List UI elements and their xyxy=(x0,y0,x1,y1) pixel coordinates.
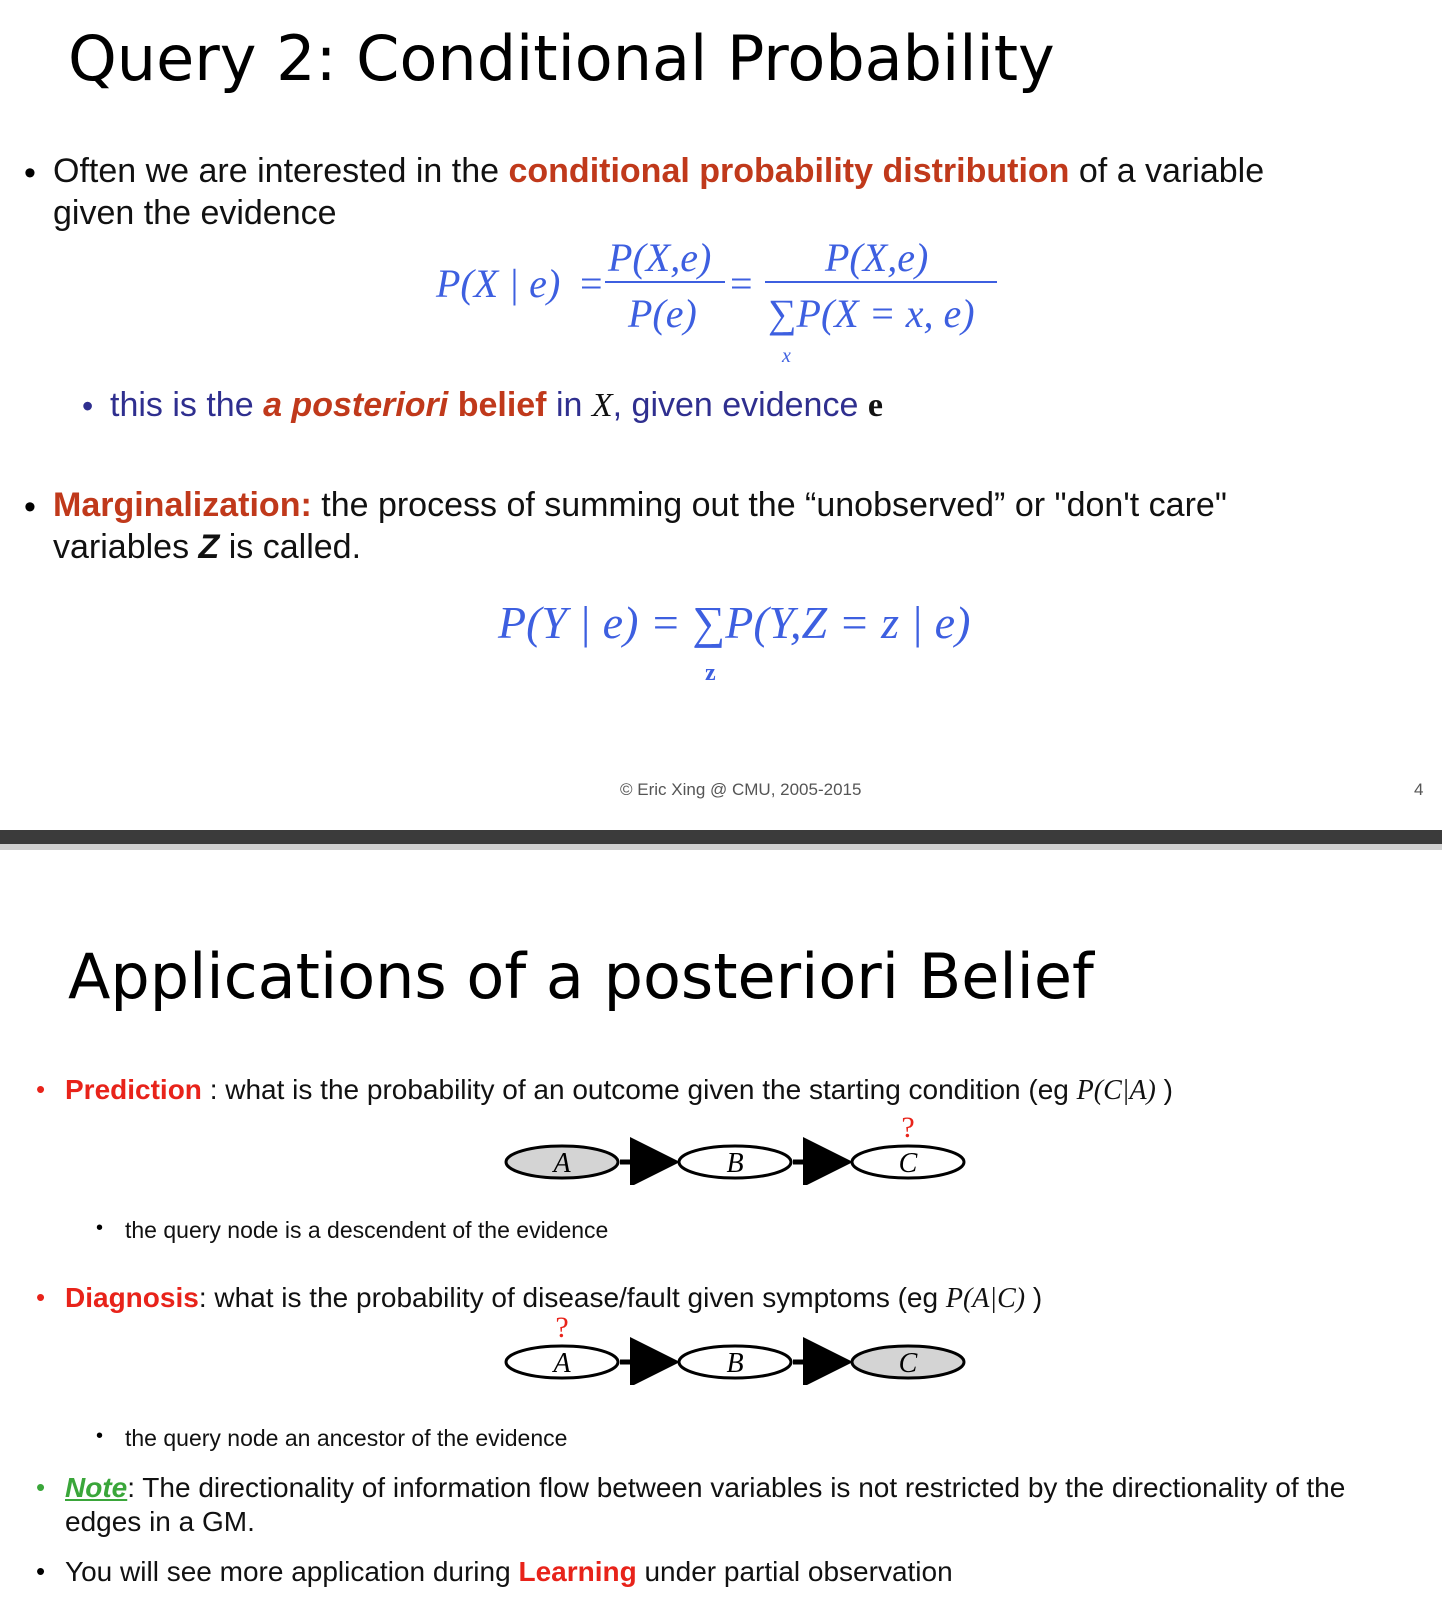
sub-bullet-posteriori xyxy=(110,386,883,425)
highlight-conditional-probability: conditional probability distribution xyxy=(508,152,1070,190)
frac2-bar xyxy=(765,281,997,283)
footer-copyright: © Eric Xing @ CMU, 2005-2015 xyxy=(620,780,862,799)
node-label-a: A xyxy=(553,1348,571,1379)
formula-eq1: = xyxy=(580,261,603,306)
bullet-learning xyxy=(65,1556,953,1588)
bullet-marginalization-line1 xyxy=(53,486,1227,525)
frac1-denominator: P(e) xyxy=(628,291,697,336)
frac1-numerator: P(X,e) xyxy=(608,235,712,280)
bullet-dot: • xyxy=(36,1074,46,1104)
query-mark: ? xyxy=(901,1111,915,1144)
formula-eq2: = xyxy=(730,261,753,306)
slide2-title: Applications of a posteriori Belief xyxy=(68,940,1094,1013)
sum-index-x: x xyxy=(782,345,791,367)
bullet-conditional-line1 xyxy=(53,152,1264,191)
highlight-prediction: Prediction xyxy=(65,1074,202,1105)
math-p-c-given-a: P(C|A) xyxy=(1076,1075,1156,1106)
highlight-diagnosis: Diagnosis xyxy=(65,1282,199,1313)
bullet-prediction xyxy=(65,1074,1173,1107)
slide-divider xyxy=(0,830,1442,844)
text: : what is the probability of an outcome given the starting condition (eg xyxy=(201,1074,1077,1105)
highlight-note: Note xyxy=(65,1472,128,1503)
sub-bullet-dot: • xyxy=(82,388,94,424)
bullet-dot: • xyxy=(36,1472,46,1502)
bullet-dot: • xyxy=(36,1282,46,1312)
math-p-a-given-c: P(A|C) xyxy=(945,1283,1026,1314)
text: is called. xyxy=(219,528,362,566)
var-z: Z xyxy=(198,528,220,566)
node-label-c: C xyxy=(898,1148,918,1179)
text: in xyxy=(546,386,592,424)
var-X: X xyxy=(591,387,613,424)
sub-bullet-prediction: the query node is a descendent of the evidence xyxy=(125,1217,609,1243)
node-label-b: B xyxy=(726,1148,744,1179)
text: the process of summing out the “unobserved” or "don't care" xyxy=(311,486,1227,524)
text: : The directionality of information flow between variables is not restricted by the directionality of the xyxy=(127,1472,1346,1503)
query-mark: ? xyxy=(555,1311,569,1344)
bullet-note-line2: edges in a GM. xyxy=(65,1506,255,1537)
node-label-c: C xyxy=(898,1348,918,1379)
formula-marginalization: P(Y | e) = ∑P(Y,Z = z | e) xyxy=(498,597,971,648)
text: Often we are interested in the xyxy=(53,152,509,190)
bullet-note-line1 xyxy=(65,1472,1345,1504)
node-label-a: A xyxy=(553,1148,571,1179)
highlight-learning: Learning xyxy=(518,1556,637,1587)
text: You will see more application during xyxy=(65,1556,519,1587)
sub-bullet-diagnosis: the query node an ancestor of the evidence xyxy=(125,1425,568,1451)
sub-bullet-dot: • xyxy=(96,1217,104,1239)
frac2-denominator: ∑P(X = x, e) xyxy=(768,291,975,336)
highlight-a-posteriori: a posteriori xyxy=(263,386,449,424)
text: : what is the probability of disease/fault given symptoms (eg xyxy=(198,1282,946,1313)
text: of a variable xyxy=(1069,152,1265,190)
frac2-numerator: P(X,e) xyxy=(825,235,929,280)
bullet-dot: • xyxy=(24,488,36,526)
text: , given evidence xyxy=(612,386,868,424)
graph-diagnosis xyxy=(500,1305,980,1385)
bullet-dot: • xyxy=(36,1556,46,1586)
text: ) xyxy=(1025,1282,1043,1313)
highlight-belief: belief xyxy=(448,386,547,424)
formula-conditional xyxy=(430,230,1030,370)
node-label-b: B xyxy=(726,1348,744,1379)
formula-lhs: P(X | e) xyxy=(436,261,561,306)
bullet-marginalization-line2 xyxy=(53,528,361,567)
slide1-title: Query 2: Conditional Probability xyxy=(68,22,1055,95)
text: this is the xyxy=(110,386,264,424)
sub-bullet-dot: • xyxy=(96,1425,104,1447)
text: ) xyxy=(1155,1074,1173,1105)
text: variables xyxy=(53,528,199,566)
frac1-bar xyxy=(605,281,725,283)
sum-index-z: z xyxy=(705,660,716,686)
evidence-e: e xyxy=(867,387,883,424)
page-number: 4 xyxy=(1414,780,1424,799)
bullet-dot: • xyxy=(24,154,36,192)
slide-divider-shadow xyxy=(0,844,1442,850)
bullet-conditional-line2: given the evidence xyxy=(53,194,337,232)
highlight-marginalization: Marginalization: xyxy=(53,486,312,524)
text: under partial observation xyxy=(636,1556,953,1587)
graph-prediction xyxy=(500,1105,980,1185)
